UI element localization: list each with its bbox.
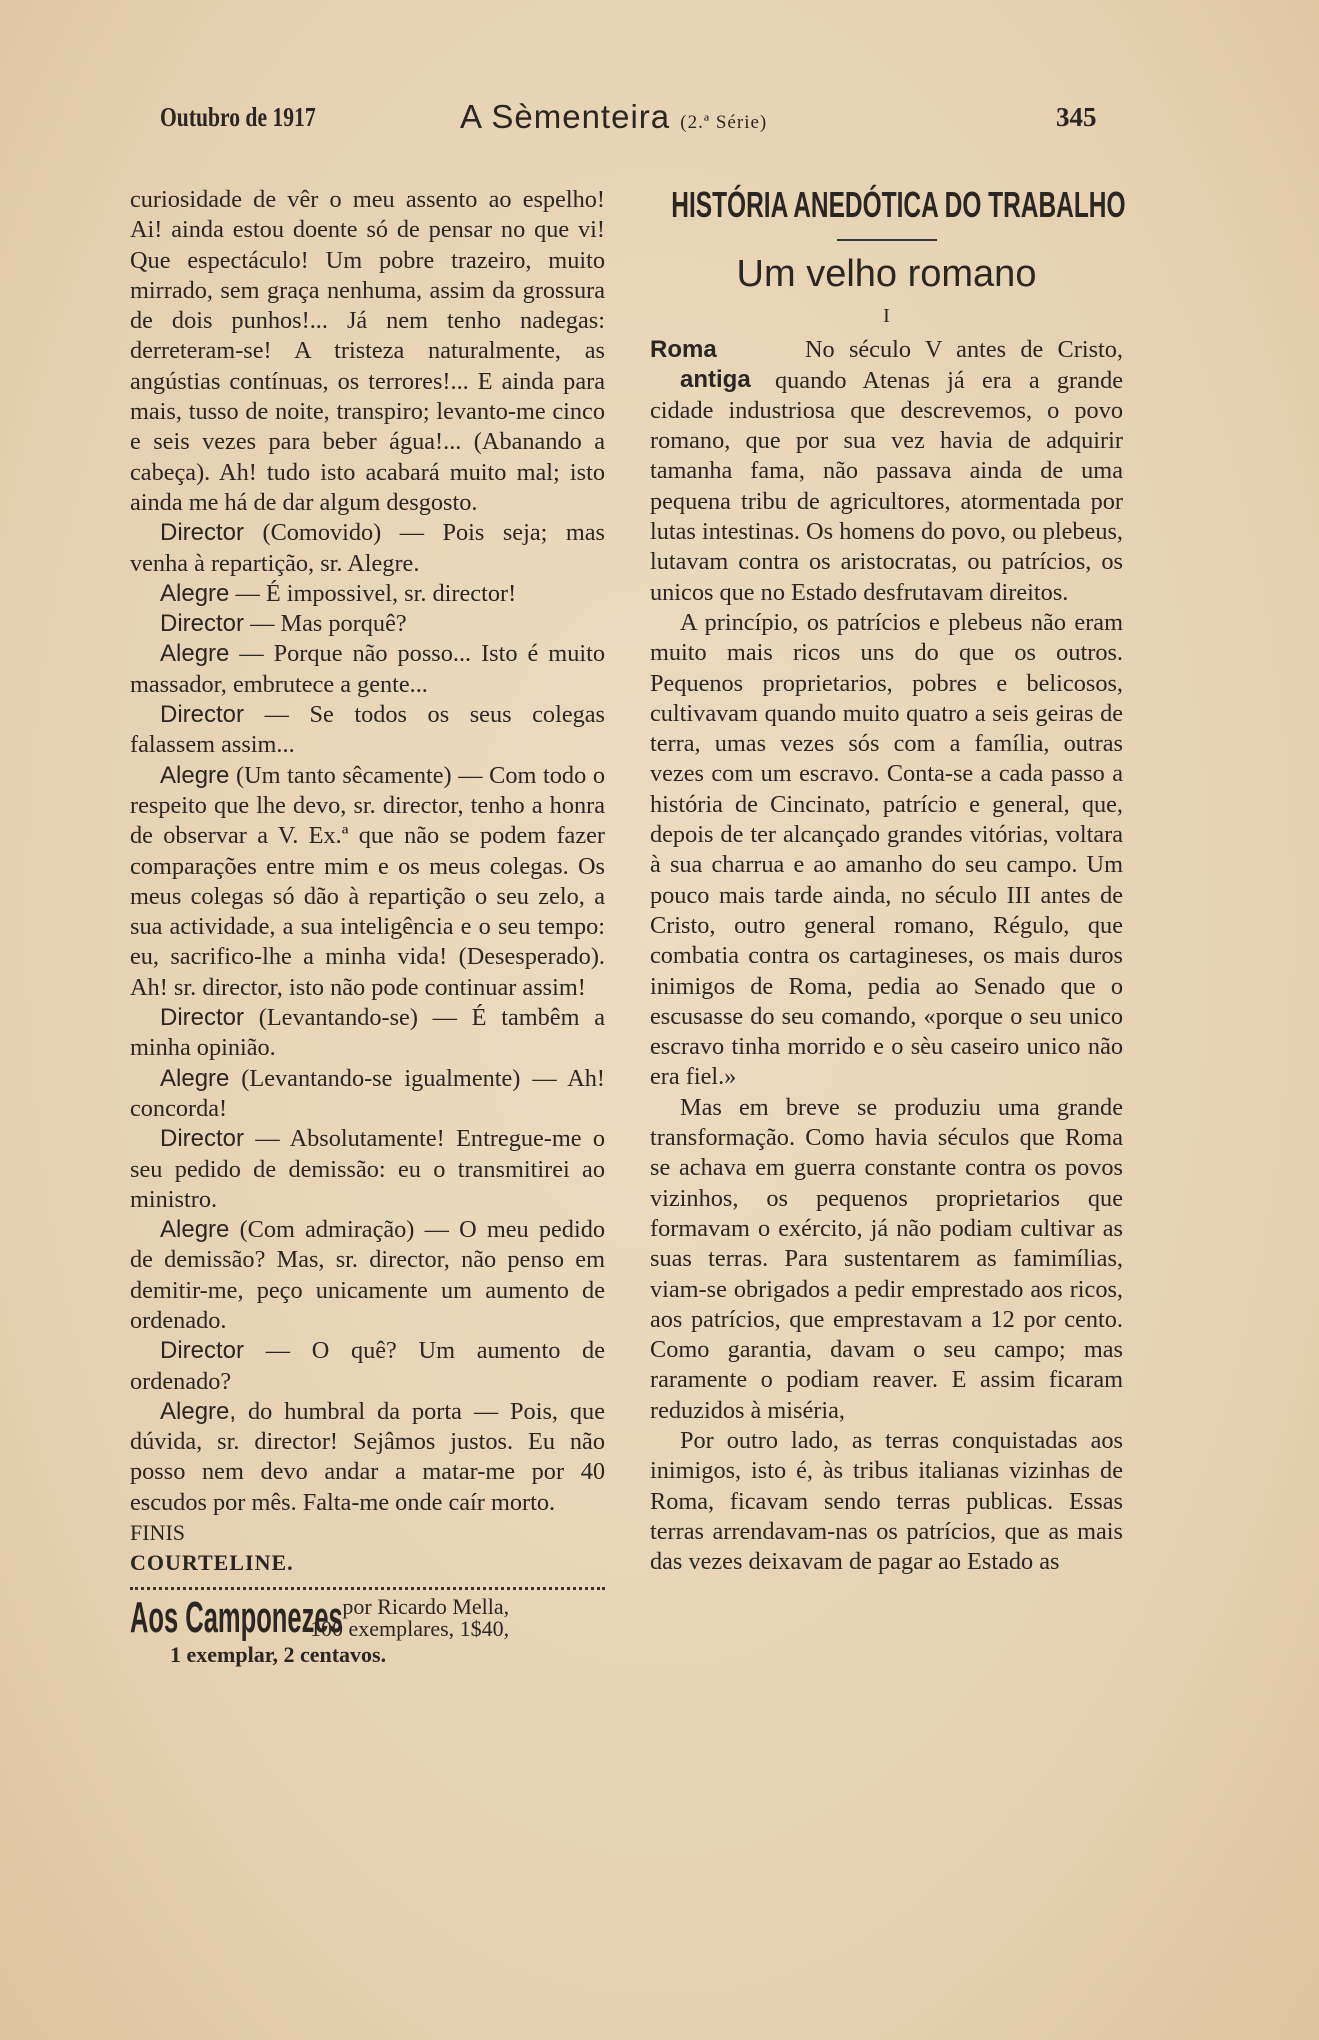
speaker: Alegre, (160, 1397, 237, 1425)
ornament-divider (130, 1587, 605, 1590)
header-title (460, 98, 767, 136)
ad-author: por Ricardo Mella, (342, 1593, 510, 1619)
title-rule (837, 239, 937, 241)
dialogue-line (130, 1215, 605, 1336)
speaker: Director (160, 1125, 245, 1153)
right-column (650, 184, 1126, 1577)
dialogue-line (130, 579, 605, 609)
speaker: Director (160, 610, 245, 638)
dialogue-text: — Mas porquê? (244, 610, 407, 638)
article-title: Um velho romano (736, 253, 1037, 295)
chapter-numeral: I (883, 305, 890, 327)
finis-label: FINIS (130, 1520, 186, 1546)
speaker: Alegre (160, 761, 230, 789)
section-title: HISTÓRIA ANEDÓTICA DO TRABALHO (671, 184, 1126, 225)
dialogue-line (130, 1124, 605, 1215)
ad-copies: 100 exemplares, 1$40, (310, 1615, 510, 1641)
speaker: Alegre (160, 579, 230, 607)
header-series: (2.ª Série) (680, 112, 768, 133)
speaker: Alegre (160, 1064, 230, 1092)
left-column (130, 185, 605, 1670)
side-heading (650, 335, 765, 395)
page-number: 345 (1056, 102, 1097, 132)
header-date: Outubro de 1917 (160, 102, 316, 132)
side-heading-line: Roma (650, 336, 717, 364)
author-signature: COURTELINE. (130, 1550, 294, 1576)
dialogue-text: (Um tanto sêcamente) — Com todo o respeito que lhe devo, sr. director, tenho a honra de observar a V. Ex.ª que não se podem fazer comparações entre mim e os meus colegas. Os meus colegas só dão à repartição o seu zelo, a sua actividade, a sua inteligência e o seu tempo: eu, sacrifico-lhe a minha vida! (Desesperado). Ah! sr. director, isto não pode continuar assim! (130, 761, 605, 1001)
dialogue-text: do humbral da porta — Pois, que dúvida, sr. director! Sejâmos justos. Eu não posso nem devo andar a matar-me por 40 escudos por mês. Falta-me onde caír morto. (130, 1397, 605, 1516)
dialogue-text: — Porque não posso... Isto é muito massador, embrutece a gente... (130, 640, 605, 698)
dialogue-line (130, 1064, 605, 1125)
dialogue-text: (Levantando-se) — É tambêm a minha opinião. (130, 1004, 605, 1062)
body-paragraph: No século V antes de Cristo, quando Atenas já era a grande cidade industriosa que descrevemos, o povo romano, que por sua vez havia de adquirir tamanha fama, não passava ainda de uma pequena tribu de agricultores, atormentada por lutas intestinas. Os homens do povo, ou plebeus, lutavam contra os aristocratas, ou patrícios, os unicos que no Estado desfrutavam direitos. (650, 336, 1123, 606)
speaker: Alegre (160, 1216, 230, 1244)
body-paragraph: A princípio, os patrícios e plebeus não eram muito mais ricos uns do que os outros. Pequenos proprietarios, pobres e belicosos, cultivavam quando muito quatro a seis geiras de terra, umas vezes sós com a família, outras vezes com um escravo. Conta-se a cada passo a história de Cincinato, patrício e general, que, depois de ter alcançado grandes vitórias, voltara à sua charrua e ao amanho do seu campo. Um pouco mais tarde ainda, no século III antes de Cristo, outro general romano, Régulo, que combatia contra os cartagineses, os mais duros inimigos de Roma, pedia ao Senado que o escusasse do seu comando, «porque o seu unico escravo tinha morrido e o sèu caseiro unico não era fiel.» (650, 608, 1123, 1091)
dialogue-text: — O quê? Um aumento de ordenado? (130, 1337, 605, 1395)
dialogue-line (130, 1003, 605, 1064)
body-paragraph: curiosidade de vêr o meu assento ao espelho! Ai! ainda estou doente só de pensar no que vi! Que espectáculo! Um pobre trazeiro, muito mirrado, sem graça nenhuma, assim da grossura de dois punhos!... Já nem tenho nadegas: derreteram-se! A tristeza naturalmente, as angústias contínuas, os terrores!... E ainda para mais, tusso de noite, transpiro; levanto-me cinco e seis vezes para beber água!... (Abanando a cabeça). Ah! tudo isto acabará muito mal; isto ainda me há de dar algum desgosto. (130, 186, 605, 516)
dialogue-line (130, 1397, 605, 1518)
dialogue-line (130, 609, 605, 639)
dialogue-line (130, 518, 605, 579)
body-paragraph: Mas em breve se produziu uma grande transformação. Como havia séculos que Roma se achava em guerra constante contra os povos vizinhos, os pequenos proprietarios que formavam o exército, já não podiam cultivar as suas terras. Para sustentarem as famimílias, viam-se obrigados a pedir emprestado aos ricos, aos patrícios, que emprestavam a 12 por cento. Como garantia, davam o seu campo; mas raramente o podiam reaver. E assim ficaram reduzidos à miséria, (650, 1093, 1123, 1424)
dialogue-line (130, 700, 605, 761)
speaker: Director (160, 701, 245, 729)
dialogue-text: — Absolutamente! Entregue-me o seu pedido de demissão: eu o transmitirei ao ministro. (130, 1125, 605, 1213)
speaker: Alegre (160, 640, 230, 668)
dialogue-line (130, 1336, 605, 1397)
body-paragraph: Por outro lado, as terras conquistadas aos inimigos, isto é, às tribus italianas vizinhas de Roma, ficavam sendo terras publicas. Essas terras arrendavam-nas os patrícios, que as mais das vezes deixavam de pagar ao Estado as (650, 1426, 1123, 1576)
dialogue-text: (Com admiração) — O meu pedido de demissão? Mas, sr. director, não penso em demitir-me, peço unicamente um aumento de ordenado. (130, 1216, 605, 1334)
speaker: Director (160, 519, 245, 547)
ad-single-price: 1 exemplar, 2 centavos. (170, 1641, 387, 1667)
side-heading-line: antiga (680, 366, 751, 394)
dialogue-text: (Comovido) — Pois seja; mas venha à repartição, sr. Alegre. (130, 519, 605, 577)
speaker: Director (160, 1337, 245, 1365)
header-title-text: A Sèmenteira (460, 98, 671, 135)
dialogue-text: — Se todos os seus colegas falassem assim... (130, 701, 605, 759)
dialogue-text: — É impossivel, sr. director! (229, 579, 517, 607)
dialogue-line (130, 761, 605, 1003)
ad-title: Aos Camponezes (130, 1592, 343, 1642)
advertisement (130, 1592, 605, 1642)
dialogue-line (130, 639, 605, 700)
speaker: Director (160, 1004, 245, 1032)
dialogue (130, 518, 605, 1518)
page-header (0, 96, 1319, 136)
dialogue-text: (Levantando-se igualmente) — Ah! concorda! (130, 1064, 605, 1122)
